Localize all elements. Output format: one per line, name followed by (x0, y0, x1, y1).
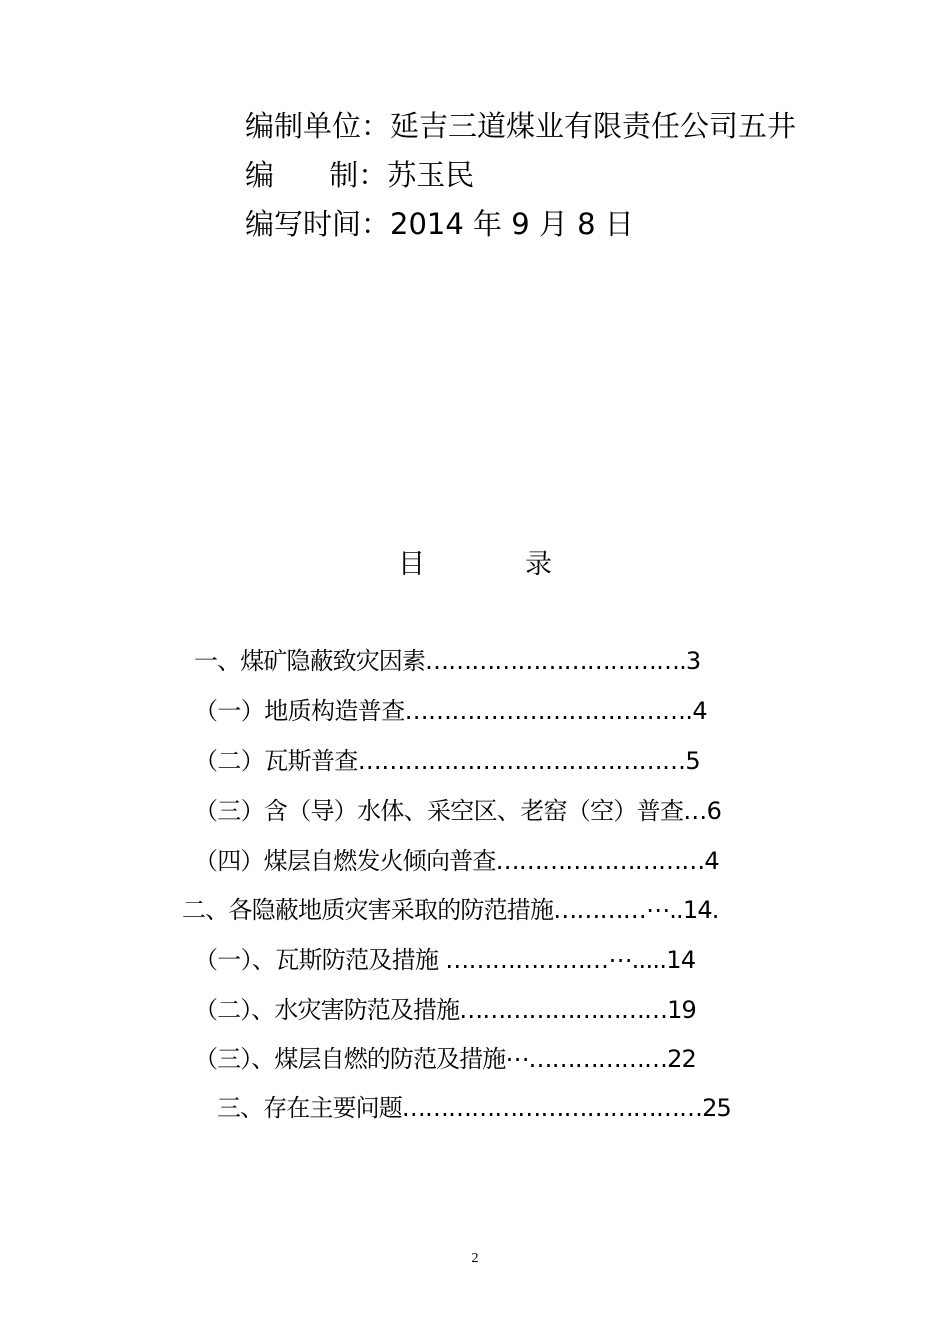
toc-entry-2-1: （一）、瓦斯防范及措施 …………………⋯.....14 (194, 946, 696, 974)
toc-title-left: 目 (398, 549, 425, 580)
toc-entry-1-3: （三）含（导）水体、采空区、老窑（空）普查…6 (194, 797, 722, 825)
toc-entry-3: 三、存在主要问题…………………………………25 (217, 1094, 731, 1122)
compiling-unit-line: 编制单位：延吉三道煤业有限责任公司五井 (245, 109, 797, 143)
toc-entry-1-1: （一）地质构造普查……………………………….4 (194, 697, 708, 725)
toc-entry-1: 一、煤矿隐蔽致灾因素…………………………….3 (194, 647, 701, 675)
toc-entry-1-4: （四）煤层自燃发火倾向普查………………………4 (194, 847, 719, 875)
page-number: 2 (471, 1251, 479, 1266)
toc-entry-1-2: （二）瓦斯普查……………………………………5 (194, 747, 701, 775)
date-line: 编写时间：2014 年 9 月 8 日 (245, 207, 634, 241)
compiler-line: 编 制：苏玉民 (245, 158, 475, 192)
toc-entry-2-3: （三）、煤层自燃的防范及措施⋯………………22 (194, 1045, 696, 1073)
toc-entry-2-2: （二）、水灾害防范及措施………………………19 (194, 996, 696, 1024)
toc-entry-2: 二、各隐蔽地质灾害采取的防范措施…………⋯..14. (182, 896, 719, 924)
toc-title-right: 录 (525, 549, 552, 580)
